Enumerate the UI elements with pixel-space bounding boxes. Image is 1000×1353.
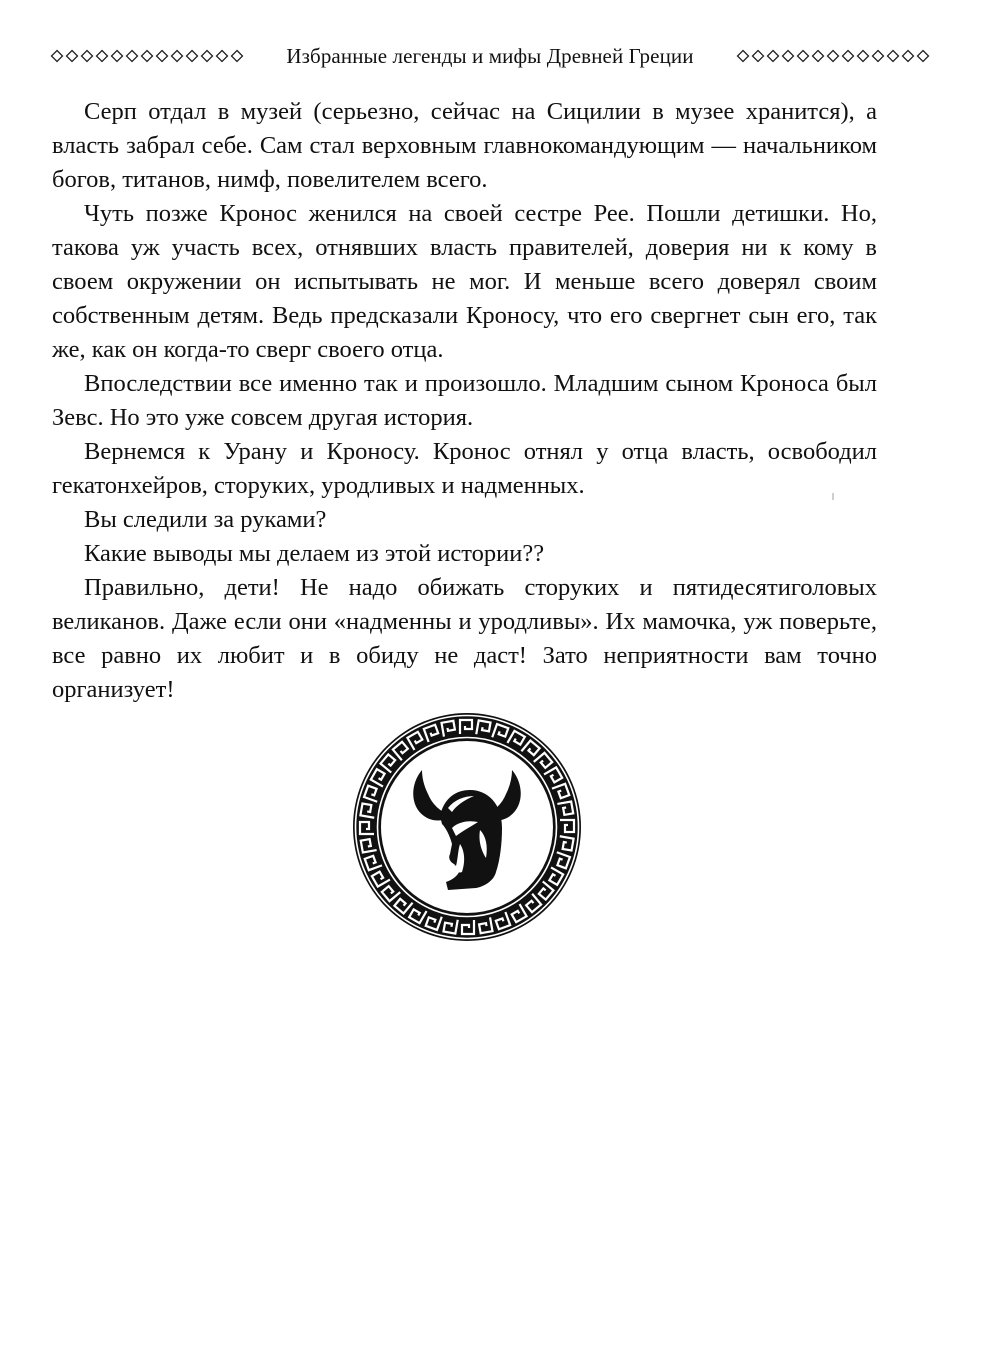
diamond-icon — [916, 49, 930, 63]
diamond-icon — [110, 49, 124, 63]
diamond-icon — [871, 49, 885, 63]
diamond-icon — [65, 49, 79, 63]
diamond-icon — [751, 49, 765, 63]
diamond-icon — [50, 49, 64, 63]
diamond-icon — [736, 49, 750, 63]
diamond-icon — [796, 49, 810, 63]
diamond-icon — [230, 49, 244, 63]
print-speck — [832, 493, 834, 500]
diamond-icon — [826, 49, 840, 63]
diamond-icon — [200, 49, 214, 63]
greek-helmet-emblem-icon — [352, 712, 582, 942]
paragraph-7: Правильно, дети! Не надо обижать сторуких и пятидесятиголовых великанов. Даже если они «надменны и уродливы». Их мамочка, уж поверьте, все равно их любит и в обиду не даст! Зато неприятности вам точно организует! — [52, 574, 877, 703]
diamond-icon — [80, 49, 94, 63]
paragraph-6: Какие выводы мы делаем из этой истории?? — [84, 540, 545, 567]
diamond-icon — [841, 49, 855, 63]
header-ornament-left — [50, 49, 244, 63]
paragraph-2: Чуть позже Кронос женился на своей сестре Рее. Пошли детишки. Но, такова уж участь всех, отнявших власть правителей, доверия ни к кому в своем окружении он испытывать не мог. И меньше всего доверял своим собственным детям. Ведь предсказали Кроносу, что его свергнет сын его, так же, как он когда-то сверг своего отца. — [52, 200, 877, 363]
running-header — [50, 38, 930, 74]
diamond-icon — [215, 49, 229, 63]
header-title: Избранные легенды и мифы Древней Греции — [286, 43, 694, 68]
paragraph-1: Серп отдал в музей (серьезно, сейчас на Сицилии в музее хранится), а власть забрал себе. Сам стал верховным главнокомандующим — начальником богов, титанов, нимф, повелителем всего. — [52, 98, 877, 193]
diamond-icon — [886, 49, 900, 63]
diamond-icon — [185, 49, 199, 63]
diamond-icon — [811, 49, 825, 63]
diamond-icon — [781, 49, 795, 63]
diamond-icon — [155, 49, 169, 63]
diamond-icon — [901, 49, 915, 63]
diamond-icon — [856, 49, 870, 63]
paragraph-3: Впоследствии все именно так и произошло. Младшим сыном Кроноса был Зевс. Но это уже совсем другая история. — [52, 370, 877, 431]
diamond-icon — [125, 49, 139, 63]
diamond-icon — [766, 49, 780, 63]
paragraph-4: Вернемся к Урану и Кроносу. Кронос отнял у отца власть, освободил гекатонхейров, сторуких, уродливых и надменных. — [52, 438, 877, 499]
body-text — [52, 95, 877, 707]
diamond-icon — [170, 49, 184, 63]
diamond-icon — [95, 49, 109, 63]
paragraph-5: Вы следили за руками? — [84, 506, 327, 533]
header-ornament-right — [736, 49, 930, 63]
diamond-icon — [140, 49, 154, 63]
